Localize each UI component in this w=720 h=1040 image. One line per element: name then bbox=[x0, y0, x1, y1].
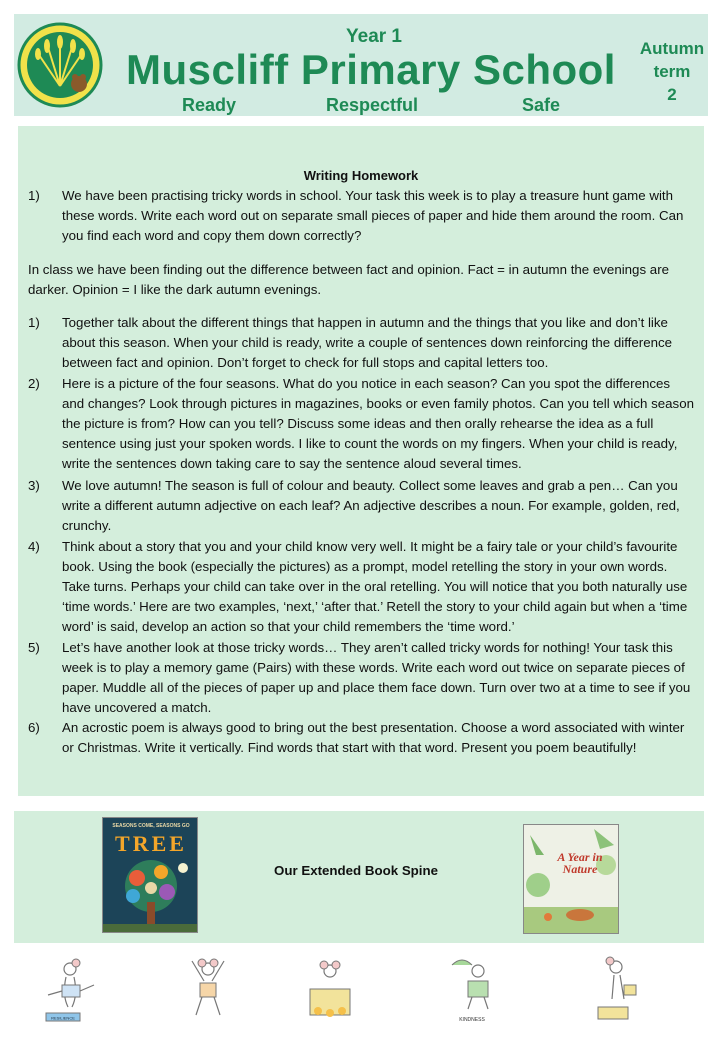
list-item bbox=[18, 186, 704, 246]
mouse-mascot-icon bbox=[300, 955, 360, 1025]
mascot-caption: KINDNESS bbox=[459, 1017, 485, 1023]
list-item bbox=[18, 476, 704, 536]
book-cover-tree bbox=[102, 817, 198, 933]
term-line-1: Autumn bbox=[639, 39, 705, 58]
book-spine-label: Our Extended Book Spine bbox=[274, 863, 439, 878]
list-item bbox=[18, 638, 704, 718]
term-line-2: term bbox=[653, 62, 691, 81]
book-title: A Year in Nature bbox=[557, 850, 603, 876]
value-safe: Safe bbox=[522, 95, 561, 115]
item-number: 1) bbox=[28, 188, 40, 203]
list-item bbox=[18, 537, 704, 637]
item-text: Let’s have another look at those tricky words… They aren’t called tricky words for nothing! Your task this week is to play a memory game (Pairs) with these words. Write each word out twice on separate pieces of paper. Muddle all of the pieces of paper up and place them face down. Turn over two at a time to see if you have uncovered a match. bbox=[62, 640, 691, 715]
item-number: 6) bbox=[28, 720, 40, 735]
item-text: Here is a picture of the four seasons. What do you notice in each season? Can you spot the differences and changes? Look through pictures in magazines, books or even family photos. Can you tell which season the picture is from? How can you tell? Discuss some ideas and then orally rehearse the idea as a full sentence using just your spoken words. I like to count the words on my fingers. When your child is ready, write the sentences down taking care to say the sentence aloud several times. bbox=[62, 376, 694, 471]
year-group: Year 1 bbox=[346, 26, 402, 47]
book-subtitle: SEASONS COME, SEASONS GO bbox=[112, 823, 190, 829]
term-label bbox=[634, 37, 710, 106]
mouse-mascot-icon bbox=[590, 955, 650, 1025]
item-number: 5) bbox=[28, 640, 40, 655]
mouse-mascot-icon bbox=[42, 955, 102, 1025]
list-item bbox=[18, 374, 704, 474]
homework-panel bbox=[18, 126, 704, 796]
book-spine-band bbox=[14, 811, 704, 943]
homework-title: Writing Homework bbox=[303, 168, 419, 183]
tree-illustration-icon bbox=[103, 858, 198, 933]
item-text: We love autumn! The season is full of colour and beauty. Collect some leaves and grab a pen… Can you write a different autumn adjective on each leaf? An adjective describes a noun. For example, golden, red, crunchy. bbox=[62, 478, 680, 533]
mouse-mascot-icon bbox=[178, 955, 238, 1025]
book-title: TREE bbox=[115, 831, 187, 856]
value-ready: Ready bbox=[182, 95, 237, 115]
item-text: Think about a story that you and your child know very well. It might be a fairy tale or your child’s favourite book. Using the book (especially the pictures) as a prompt, model retelling the story in your own words. Take turns. Perhaps your child can take over in the oral retelling. You will notice that you both naturally use ‘time words.’ Here are two examples, ‘next,’ ‘after that.’ Retell the story to your child again but when a ‘time word’ is said, develop an action so that your child remembers the ‘time word.’ bbox=[62, 539, 688, 634]
list-item bbox=[18, 313, 704, 373]
value-respectful: Respectful bbox=[326, 95, 419, 115]
list-item bbox=[18, 718, 704, 758]
item-number: 3) bbox=[28, 478, 40, 493]
item-text: We have been practising tricky words in school. Your task this week is to play a treasure hunt game with these words. Write each word out on separate small pieces of paper and hide them around the room. Can you find each word and copy them down correctly? bbox=[62, 188, 684, 243]
fact-opinion-paragraph: In class we have been finding out the difference between fact and opinion. Fact = in autumn the evenings are darker. Opinion = I like the dark autumn evenings. bbox=[28, 262, 670, 297]
item-number: 1) bbox=[28, 315, 40, 330]
school-logo-icon bbox=[17, 22, 103, 108]
item-number: 4) bbox=[28, 539, 40, 554]
book-cover-year-in-nature bbox=[523, 824, 619, 934]
mascot-caption: RESILIENCE bbox=[51, 1015, 75, 1021]
item-text: An acrostic poem is always good to bring out the best presentation. Choose a word associated with winter or Christmas. Write it vertically. Find words that start with that word. Present you poem beautifully! bbox=[62, 720, 685, 755]
school-name: Muscliff Primary School bbox=[126, 46, 616, 93]
header-banner bbox=[14, 14, 708, 116]
item-number: 2) bbox=[28, 376, 40, 391]
item-text: Together talk about the different things that happen in autumn and the things that you like and don’t like about this season. When your child is ready, write a couple of sentences down reinforcing the difference between fact and opinion. Don’t forget to check for full stops and capital letters too. bbox=[62, 315, 673, 370]
mouse-mascot-icon bbox=[442, 955, 502, 1025]
nature-illustration-icon bbox=[524, 825, 619, 934]
term-line-3: 2 bbox=[667, 85, 677, 104]
